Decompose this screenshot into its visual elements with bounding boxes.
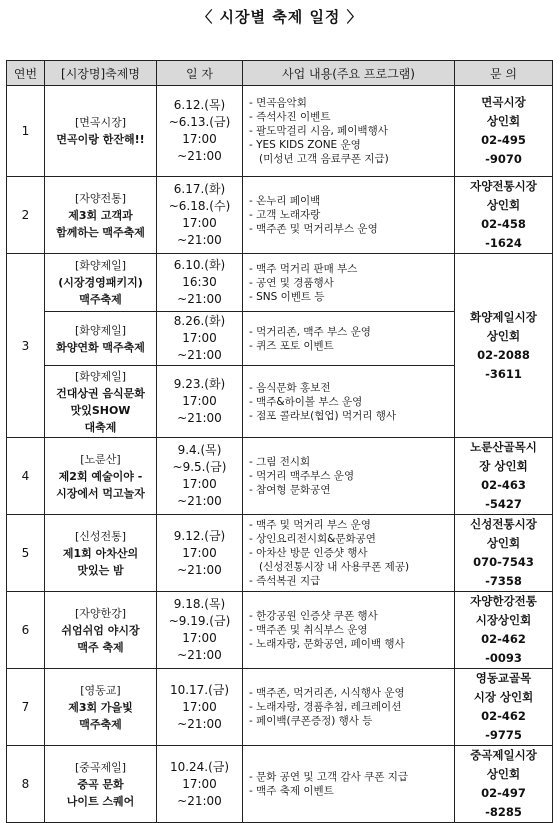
date-line: 9.4.(목) [177,443,222,457]
table-header-row [7,61,553,86]
contact-cell [455,515,553,592]
festival-cell [45,515,157,592]
date-line: ~21:00 [177,562,222,577]
date-line: ~21:00 [177,411,222,425]
contact-line: 상인회 [486,767,521,781]
date-line: 6.12.(목) [173,98,226,112]
program-item: - 맥주존 및 먹거리부스 운영 [249,223,378,235]
date-cell [157,254,243,312]
festival-title-line: 맛있는 밤 [77,563,124,577]
festival-schedule-table [6,60,553,823]
market-name: [자양전통] [74,191,127,205]
program-item: - 맥주&하이볼 부스 운영 [249,395,363,408]
festival-title-line: 맥주축제 [79,293,122,306]
header-festival: [시장명]축제명 [45,61,157,86]
row-number: 5 [7,515,45,592]
contact-line: -9775 [485,728,522,742]
program-item: - 먹거리 맥주부스 운영 [249,470,355,482]
date-line: 10.17.(금) [169,682,230,697]
contact-line: 070-7543 [473,555,534,569]
programs-cell [243,254,455,312]
row-number: 2 [7,177,45,254]
date-line: ~21:00 [177,348,222,362]
contact-line: 자양한강전통 [470,594,537,608]
program-item: - 아차산 방문 인증샷 행사 [249,547,368,559]
contact-line: 상인회 [486,198,521,212]
program-item: - 맥주 먹거리 판매 부스 [249,262,358,275]
festival-title-line: 면곡이랑 한잔해!! [56,133,145,146]
programs-cell [243,438,455,515]
festival-title-line: 제1회 아차산의 [62,546,139,560]
date-line: 17:00 [182,132,217,146]
festival-title-line: 중곡 문화 [77,777,124,791]
date-cell [157,746,243,823]
table-row [7,746,553,823]
program-item: - 온누리 페이백 [249,195,321,207]
program-item: - 맥주 및 먹거리 부스 운영 [249,519,371,531]
table-row [7,177,553,254]
contact-line: 02-495 [481,133,526,147]
date-line: ~6.18.(수) [168,199,231,213]
date-line: 9.18.(목) [173,597,226,611]
festival-cell [45,254,157,312]
programs-cell [243,592,455,669]
date-line: 16:30 [182,275,217,289]
programs-cell [243,86,455,177]
date-line: 6.17.(화) [173,182,226,196]
festival-cell [45,669,157,746]
festival-title-line: 시장에서 먹고놀자 [56,486,145,500]
table-row [7,86,553,177]
program-item: - 노래자랑, 경품추첨, 레크레이션 [249,701,402,713]
row-number: 3 [7,254,45,438]
contact-cell [455,669,553,746]
program-item: - 공연 및 경품행사 [249,276,334,289]
program-item: (미성년 고객 음료쿠폰 지급) [259,153,389,165]
contact-line: 02-462 [481,709,526,723]
programs-cell [243,515,455,592]
program-item: - 한강공원 인증샷 쿠폰 행사 [249,610,378,622]
contact-cell [455,746,553,823]
contact-line: 02-462 [481,632,526,646]
program-item: - 먹거리존, 맥주 부스 운영 [249,325,371,338]
contact-line: -9070 [485,152,522,166]
program-item: - 퀴즈 포토 이벤트 [249,339,334,352]
contact-line: -7358 [485,574,522,588]
table-body [7,86,553,823]
program-item: - 노래자랑, 문화공연, 페이백 행사 [249,638,405,650]
contact-line: 시장 상인회 [473,690,534,704]
header-contact: 문 의 [455,61,553,86]
date-line: 17:00 [182,699,217,714]
date-line: ~21:00 [177,793,222,808]
program-item: - 참여형 문화공연 [249,484,331,496]
contact-line: 상인회 [486,328,521,343]
date-line: 10.24.(금) [169,759,230,774]
date-line: 17:00 [182,545,217,560]
programs-cell [243,177,455,254]
row-number: 6 [7,592,45,669]
table-row [7,438,553,515]
program-item: (신성전통시장 내 사용쿠폰 제공) [259,561,410,573]
market-name: [화양제일] [74,259,127,272]
date-cell [157,177,243,254]
date-cell [157,312,243,366]
contact-line: 화양제일시장 [470,309,537,324]
festival-cell [45,592,157,669]
header-no: 연번 [7,61,45,86]
contact-cell [455,86,553,177]
row-number: 4 [7,438,45,515]
date-line: 9.12.(금) [173,528,226,543]
festival-title-line: 맥주축제 [79,717,122,731]
festival-title-line: 제3회 가을빛 [68,700,133,714]
page-title: 〈 시장별 축제 일정 〉 [197,8,363,26]
header-programs: 사업 내용(주요 프로그램) [243,61,455,86]
date-line: 8.26.(화) [173,314,226,328]
date-line: ~9.5.(금) [172,460,227,474]
festival-cell [45,86,157,177]
date-line: ~21:00 [177,233,222,247]
market-name: [자양한강] [74,606,127,620]
festival-cell [45,438,157,515]
contact-line: -3611 [485,366,522,381]
program-item: - 즉석사진 이벤트 [249,111,331,123]
contact-line: 02-463 [481,478,526,492]
festival-title-line: 맛있SHOW [70,403,131,417]
program-item: - 면곡음악회 [249,97,307,109]
table-row [7,254,553,312]
date-line: ~21:00 [177,648,222,662]
festival-title-line: 대축제 [84,420,117,434]
row-number: 8 [7,746,45,823]
market-name: [중곡제일] [74,760,127,774]
header-date: 일 자 [157,61,243,86]
contact-cell [455,254,553,438]
contact-line: 시장상인회 [475,613,532,627]
program-item: - 문화 공연 및 고객 감사 쿠폰 지급 [249,771,409,783]
date-cell [157,669,243,746]
table-row [7,515,553,592]
date-line: 17:00 [182,216,217,230]
market-name: [노룬산] [80,452,121,466]
festival-title-line: 나이트 스퀘어 [66,794,135,808]
contact-cell [455,177,553,254]
date-line: ~9.19.(금) [168,614,231,628]
table-row [7,669,553,746]
row-number: 1 [7,86,45,177]
date-line: 9.23.(화) [173,377,226,391]
market-name: [영동교] [80,683,121,697]
programs-cell [243,366,455,438]
market-name: [화양제일] [74,369,127,383]
contact-line: 02-458 [481,217,526,231]
date-cell [157,438,243,515]
contact-line: 장 상인회 [479,459,528,473]
program-item: - 상인요리전시회&문화공연 [249,533,376,545]
program-item: - 맥주 축제 이벤트 [249,785,334,797]
date-cell [157,86,243,177]
date-line: 17:00 [182,331,217,345]
program-item: - 점포 콜라보(협업) 먹거리 행사 [249,409,397,422]
festival-cell [45,177,157,254]
date-cell [157,592,243,669]
programs-cell [243,669,455,746]
date-line: 17:00 [182,776,217,791]
date-line: ~21:00 [177,292,222,306]
table-row [7,592,553,669]
contact-line: 자양전통시장 [470,179,537,193]
program-item: - 맥주존 및 취식부스 운영 [249,624,368,636]
festival-title-line: 쉬엄쉬엄 야시장 [61,623,140,637]
contact-line: -0093 [485,651,522,665]
festival-cell [45,312,157,366]
festival-title-line: 건대상권 음식문화 [56,386,145,400]
festival-title-line: 제2회 예술이야 - [58,469,143,483]
festival-title-line: 맥주 축제 [77,640,124,654]
date-line: 17:00 [182,631,217,645]
festival-title-line: 제3회 고객과 [68,208,133,222]
market-name: [신성전통] [74,529,127,543]
date-line: 6.10.(화) [173,258,226,272]
date-line: ~21:00 [177,716,222,731]
date-line: ~21:00 [177,494,222,508]
festival-title-line: 화양연화 맥주축제 [56,340,145,354]
contact-cell [455,592,553,669]
date-cell [157,366,243,438]
program-item: - 팔도막걸리 시음, 페이백행사 [249,125,388,137]
contact-line: 상인회 [486,114,521,128]
contact-line: -5427 [485,497,522,511]
date-line: ~6.13.(금) [168,115,231,129]
contact-line: 02-497 [481,786,526,800]
program-item: - 음식문화 홍보전 [249,381,331,394]
program-item: - 그림 전시회 [249,456,311,468]
date-cell [157,515,243,592]
contact-line: 영동교골목 [475,671,532,685]
program-item: - 맥주존, 먹거리존, 시식행사 운영 [249,687,405,699]
date-line: 17:00 [182,477,217,491]
contact-line: -1624 [485,236,522,250]
row-number: 7 [7,669,45,746]
program-item: - 페이백(쿠폰증정) 행사 등 [249,715,373,727]
market-name: [면곡시장] [74,116,127,129]
programs-cell [243,312,455,366]
contact-line: 중곡제일시장 [470,748,537,762]
market-name: [화양제일] [74,323,127,337]
contact-line: 상인회 [486,536,521,550]
contact-line: 노룬산골목시 [470,440,537,454]
program-item: - SNS 이벤트 등 [249,290,325,303]
date-line: ~21:00 [177,149,222,163]
contact-line: 신성전통시장 [470,517,537,531]
contact-line: 02-2088 [477,347,530,362]
contact-cell [455,438,553,515]
festival-title-line: 함께하는 맥주축제 [56,225,145,239]
festival-cell [45,746,157,823]
programs-cell [243,746,455,823]
contact-line: -8285 [485,805,522,819]
program-item: - 고객 노래자랑 [249,209,321,221]
date-line: 17:00 [182,394,217,408]
contact-line: 면곡시장 [481,95,526,109]
festival-title-line: (시장경영패키지) [58,276,143,289]
program-item: - YES KIDS ZONE 운영 [249,139,361,151]
festival-cell [45,366,157,438]
program-item: - 즉석복권 지급 [249,575,321,587]
